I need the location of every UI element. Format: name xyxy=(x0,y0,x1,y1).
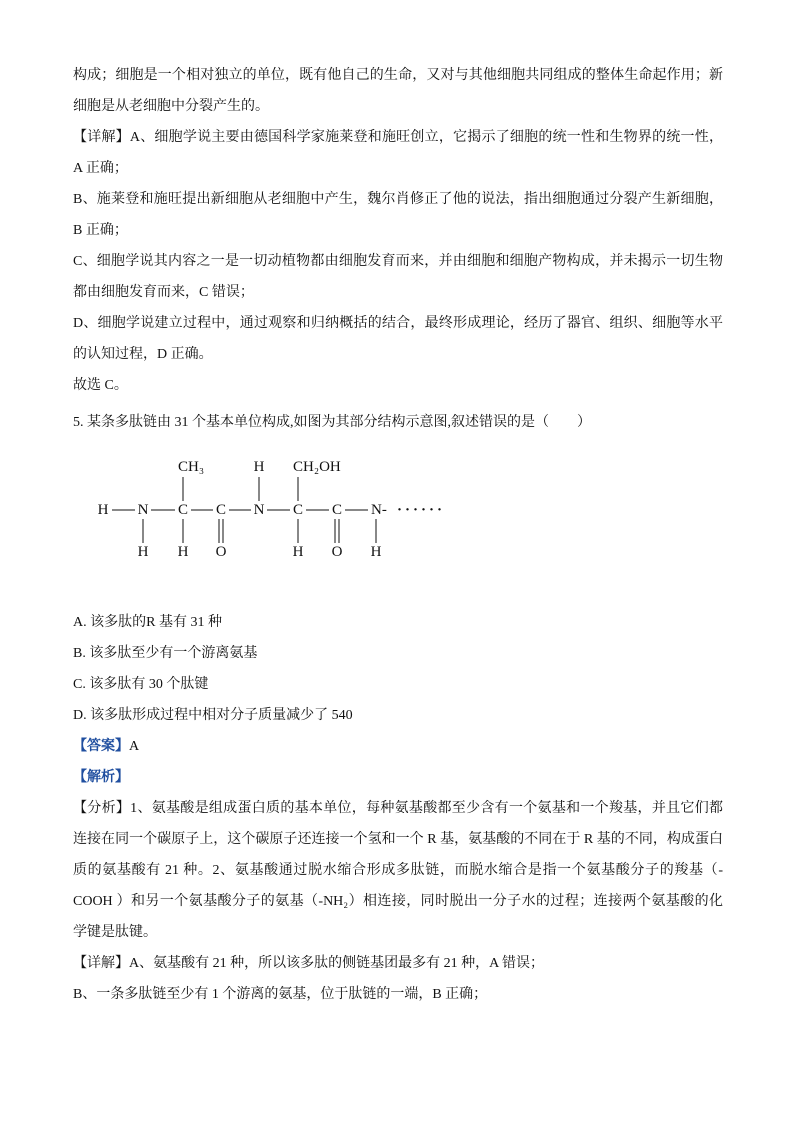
atom-o-bottom: O xyxy=(215,544,227,560)
atom-h-terminal: H xyxy=(97,502,109,518)
detail-line: 【详解】A、氨基酸有 21 种，所以该多肽的侧链基团最多有 21 种，A 错误； xyxy=(73,956,544,971)
analysis-line: COOH ）和另一个氨基酸分子的氨基（-NH₂）相连接，同时脱出一分子水的过程；连接两个氨基酸的化 xyxy=(73,894,723,909)
atom-h-bottom: H xyxy=(177,544,189,560)
analysis-line: 【分析】1、氨基酸是组成蛋白质的基本单位，每种氨基酸都至少含有一个氨基和一个羧基，并且它们都 xyxy=(73,801,723,816)
chain-continuation-dots: ······ xyxy=(397,502,446,518)
atom-h-top: H xyxy=(253,459,265,475)
option-c: C. 该多肽有 30 个肽键 xyxy=(73,677,209,692)
text-line: A 正确； xyxy=(73,161,128,176)
answer-value: A xyxy=(129,739,140,754)
text-line: B、施莱登和施旺提出新细胞从老细胞中产生，魏尔肖修正了他的说法，指出细胞通过分裂产生新细胞， xyxy=(73,192,723,207)
analysis-line: 学键是肽键。 xyxy=(73,925,157,940)
atom-n: N xyxy=(253,502,265,518)
question-stem-block xyxy=(73,407,723,438)
atom-c-alpha: C xyxy=(177,502,189,518)
atom-o-bottom: O xyxy=(331,544,343,560)
atom-h-bottom: H xyxy=(370,544,382,560)
atom-n: N xyxy=(137,502,149,518)
analysis-label: 【解析】 xyxy=(73,770,129,785)
answer-label: 【答案】 xyxy=(73,739,129,754)
explanation-block xyxy=(73,60,723,401)
atom-c-carbonyl: C xyxy=(331,502,343,518)
analysis-line: 质的氨基酸有 21 种。2、氨基酸通过脱水缩合形成多肽链，而脱水缩合是指一个氨基酸分子的羧基（- xyxy=(73,863,723,878)
question-stem: 5. 某条多肽链由 31 个基本单位构成,如图为其部分结构示意图,叙述错误的是（ ） xyxy=(73,415,591,430)
text-line: 【详解】A、细胞学说主要由德国科学家施莱登和施旺创立，它揭示了细胞的统一性和生物界的统一性， xyxy=(73,130,723,145)
detail-line: B、一条多肽链至少有 1 个游离的氨基，位于肽链的一端，B 正确； xyxy=(73,987,488,1002)
side-chain-ch3: CH₃ xyxy=(178,459,205,475)
option-a: A. 该多肽的R 基有 31 种 xyxy=(73,615,222,630)
text-line: C、细胞学说其内容之一是一切动植物都由细胞发育而来，并由细胞和细胞产物构成，并未揭示一切生物 xyxy=(73,254,723,269)
text-line: 的认知过程，D 正确。 xyxy=(73,347,213,362)
option-d: D. 该多肽形成过程中相对分子质量减少了 540 xyxy=(73,708,353,723)
atom-h-bottom: H xyxy=(137,544,149,560)
text-line: B 正确； xyxy=(73,223,128,238)
analysis-heading-line xyxy=(73,762,723,793)
text-line: 细胞是从老细胞中分裂产生的。 xyxy=(73,99,269,114)
text-line: D、细胞学说建立过程中，通过观察和归纳概括的结合，最终形成理论，经历了器官、组织、细胞等水平 xyxy=(73,316,723,331)
analysis-line: 连接在同一个碳原子上，这个碳原子还连接一个氢和一个 R 基，氨基酸的不同在于 R 基的不同，构成蛋白 xyxy=(73,832,723,847)
atom-h-bottom: H xyxy=(292,544,304,560)
side-chain-ch2oh: CH₂OH xyxy=(293,459,341,475)
atom-c-carbonyl: C xyxy=(215,502,227,518)
text-line: 都由细胞发育而来，C 错误； xyxy=(73,285,254,300)
peptide-structure-diagram xyxy=(90,445,450,570)
options-and-analysis-block xyxy=(73,607,723,1010)
answer-line xyxy=(73,731,723,762)
text-line: 故选 C。 xyxy=(73,378,128,393)
text-line: 构成；细胞是一个相对独立的单位，既有他自己的生命，又对与其他细胞共同组成的整体生命起作用；新 xyxy=(73,68,723,83)
atom-n-continued: N- xyxy=(371,502,387,518)
option-b: B. 该多肽至少有一个游离氨基 xyxy=(73,646,258,661)
atom-c-alpha: C xyxy=(292,502,304,518)
